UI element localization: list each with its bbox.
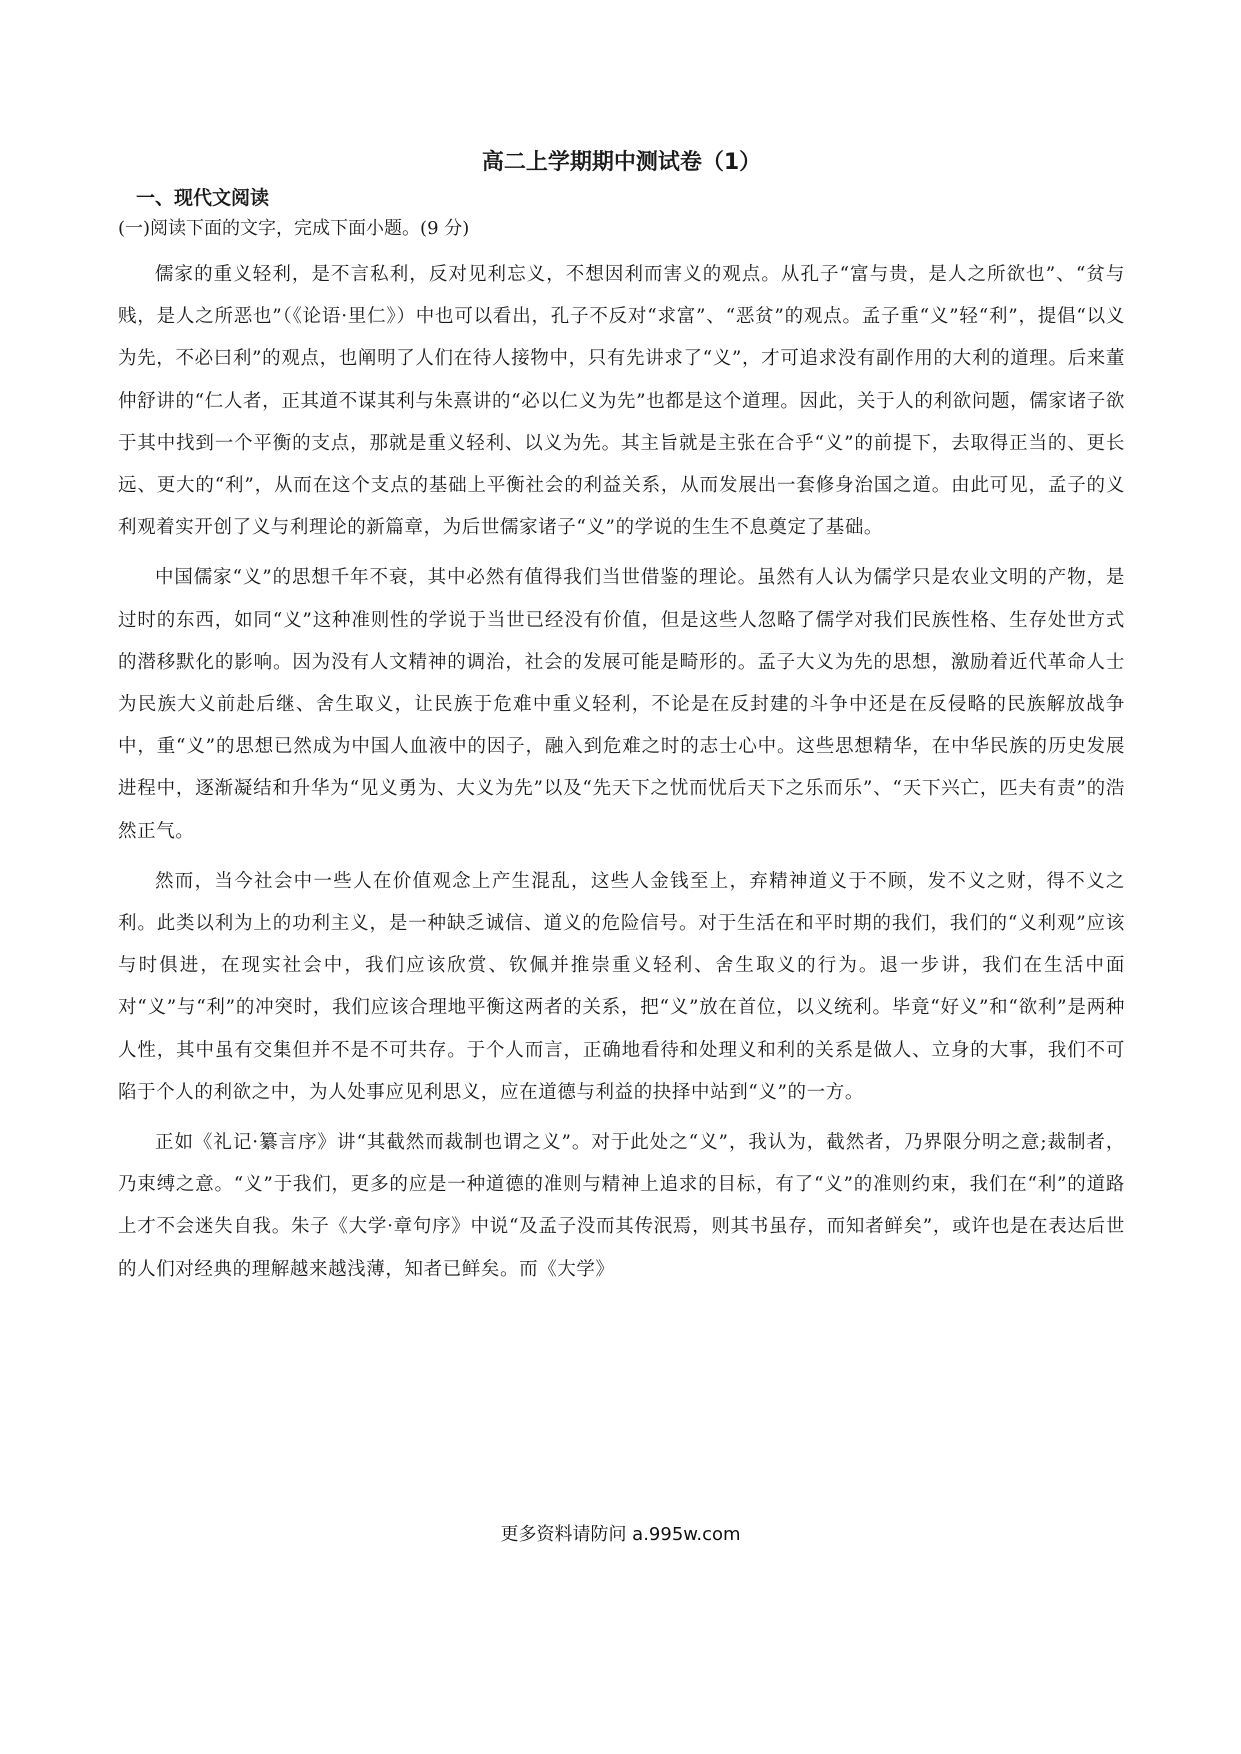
paragraph-2: 中国儒家“义”的思想千年不衰，其中必然有值得我们当世借鉴的理论。虽然有人认为儒学只是农业文明的产物，是过时的东西，如同“义”这种准则性的学说于当世已经没有价值，但是这些人忽略了儒学对我们民族性格、生存处世方式的潜移默化的影响。因为没有人文精神的调治，社会的发展可能是畸形的。孟子大义为先的思想，激励着近代革命人士为民族大义前赴后继、舍生取义，让民族于危难中重义轻利，不论是在反封建的斗争中还是在反侵略的民族解放战争中，重“义”的思想已然成为中国人血液中的因子，融入到危难之时的志士心中。这些思想精华，在中华民族的历史发展进程中，逐渐凝结和升华为“见义勇为、大义为先”以及“先天下之忧而忧后天下之乐而乐”、“天下兴亡，匹夫有责”的浩然正气。 <box>118 567 1125 842</box>
page-title: 高二上学期期中测试卷（1） <box>481 150 762 175</box>
footer-link[interactable]: 更多资料请防问 a.995w.com <box>500 1524 741 1545</box>
paragraph-1: 儒家的重义轻利，是不言私利，反对见利忘义，不想因利而害义的观点。从孔子“富与贵，是人之所欲也”、“贫与贱，是人之所恶也”（《论语·里仁》）中也可以看出，孔子不反对“求富”、“恶贫”的观点。孟子重“义”轻“利”，提倡“以义为先，不必曰利”的观点，也阐明了人们在待人接物中，只有先讲求了“义”，才可追求没有副作用的大利的道理。后来董仲舒讲的“仁人者，正其道不谋其利与朱熹讲的“必以仁义为先”也都是这个道理。因此，关于人的利欲问题，儒家诸子欲于其中找到一个平衡的支点，那就是重义轻利、以义为先。其主旨就是主张在合乎“义”的前提下，去取得正当的、更长远、更大的“利”，从而在这个支点的基础上平衡社会的利益关系，从而发展出一套修身治国之道。由此可见，孟子的义利观着实开创了义与利理论的新篇章，为后世儒家诸子“义”的学说的生生不息奠定了基础。 <box>118 264 1125 539</box>
question-instruction: (一)阅读下面的文字，完成下面小题。(9 分) <box>118 218 470 239</box>
paragraph-4: 正如《礼记·纂言序》讲“其截然而裁制也谓之义”。对于此处之“义”，我认为，截然者，乃界限分明之意;裁制者，乃束缚之意。“义”于我们，更多的应是一种道德的准则与精神上追求的目标，有了“义”的准则约束，我们在“利”的道路上才不会迷失自我。朱子《大学·章句序》中说“及孟子没而其传泯焉，则其书虽存，而知者鲜矣”，或许也是在表达后世的人们对经典的理解越来越浅薄，知者已鲜矣。而《大学》 <box>118 1132 1125 1280</box>
document-page <box>118 140 1125 1299</box>
section-heading: 一、现代文阅读 <box>136 187 270 209</box>
paragraph-3: 然而，当今社会中一些人在价值观念上产生混乱，这些人金钱至上，弃精神道义于不顾，发不义之财，得不义之利。此类以利为上的功利主义，是一种缺乏诚信、道义的危险信号。对于生活在和平时期的我们，我们的“义利观”应该与时俱进，在现实社会中，我们应该欣赏、钦佩并推崇重义轻利、舍生取义的行为。退一步讲，我们在生活中面对“义”与“利”的冲突时，我们应该合理地平衡这两者的关系，把“义”放在首位，以义统利。毕竟“好义”和“欲利”是两种人性，其中虽有交集但并不是不可共存。于个人而言，正确地看待和处理义和利的关系是做人、立身的大事，我们不可陷于个人的利欲之中，为人处事应见利思义，应在道德与利益的抉择中站到“义”的一方。 <box>118 870 1125 1103</box>
